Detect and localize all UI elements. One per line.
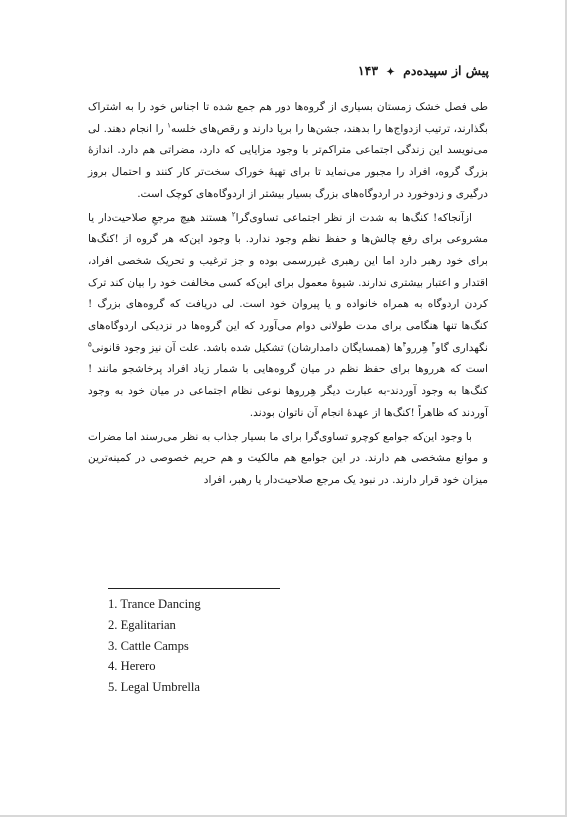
footnote-marker: ۳	[431, 340, 436, 349]
footnote-item: 1. Trance Dancing	[108, 597, 201, 611]
paragraph-text: ها (همسایگان دامدارشان) تشکیل شده باشد. علت آن نیز وجود قانونی	[91, 341, 403, 354]
paragraph-text: را انجام دهند. لی می‌نویسد این زندگی اجتماعی متراکم‌تر با وجود مزایایی که دارد، مضراتی هم دارد. اندازۀ بزرگ گروه، افراد را مجبور می‌نماید تا برای تهیۀ خوراک سخت‌تر کار کنند و احتمال بروز درگیری و زدوخورد در اردوگاه‌های بزرگ بسیار بیشتر از اردوگاه‌های کوچک است.	[88, 122, 488, 200]
body-text	[88, 97, 488, 492]
book-title: پیش از سپیده‌دم	[403, 63, 489, 78]
paragraph-text: هستند هیچ مرجعِ صلاحیت‌دار یا مشروعی برای رفع چالش‌ها و حفظ نظم وجود ندارد. با وجود این‌که هر گروه از !کنگ‌ها برای خود رهبر دارد اما این رهبری غیررسمی بوده و جز ترغیب و تحریک شخصی افراد، اقتدار و اعتبار بیشتری ندارند. شیوۀ معمول برای این‌که کسی مخالفت خود را بیان کند ترک کردن اردوگاه به همراه خانواده و یا پیروان خود است. لی دریافت که گروه‌های بزرگ !کنگ‌ها تنها هنگامی برای مدت طولانی دوام می‌آورد که این گروه‌ها در نزدیکی اردوگاه‌های نگهداری گاو	[88, 211, 488, 354]
paragraph	[88, 208, 488, 425]
footnote-rule	[108, 588, 280, 589]
footnote-marker: ۲	[231, 209, 236, 218]
running-head	[358, 63, 489, 78]
paragraph	[88, 97, 488, 206]
footnote-item: 2. Egalitarian	[108, 617, 176, 632]
footnote-marker: ۱	[167, 121, 171, 130]
footnote-item: 4. Herero	[108, 659, 156, 674]
footnote-marker: ۵	[88, 340, 92, 349]
footnote-marker: ۴	[402, 340, 407, 349]
footnote-item: 5. Legal Umbrella	[108, 680, 200, 695]
paragraph-text: با وجود این‌که جوامع کوچرو تساوی‌گرا برای ما بسیار جذاب به نظر می‌رسند اما مضرات و موانع مشخصی هم دارند. در این جوامع هم مالکیت و هم حریم خصوصی در کمینه‌ترین میزان خود قرار دارند. در نبود یک مرجع صلاحیت‌دار یا رهبر، افراد	[88, 430, 488, 486]
paragraph	[88, 427, 488, 492]
diamond-separator-icon: ✦	[386, 67, 395, 78]
paragraph-text: است که هرروها برای حفظ نظم در میان گروه‌هایی با شمار زیاد افراد پرخاشجو مانند !کنگ‌ها به وجود آوردند-به عبارت دیگر هِرروها نوعی نظام اجتماعی در میان خود به وجود آوردند که ظاهراً !کنگ‌ها از عهدۀ انجام آن ناتوان بودند.	[88, 363, 488, 419]
page-number: ۱۴۳	[357, 63, 379, 78]
paragraph-text: ازآنجاکه! کنگ‌ها به شدت از نظر اجتماعی تساوی‌گرا	[235, 211, 473, 224]
footnotes-list	[108, 594, 201, 698]
paragraph-text: هِررو	[406, 341, 432, 354]
paragraph-text: طی فصل خشک زمستان بسیاری از گروه‌ها دور هم جمع شده تا اجناس خود را به اشتراک بگذارند، ترتیب ازدواج‌ها را بدهند، جشن‌ها را برپا دارند و رقص‌های خلسه	[88, 101, 488, 135]
footnote-item: 3. Cattle Camps	[108, 638, 189, 653]
